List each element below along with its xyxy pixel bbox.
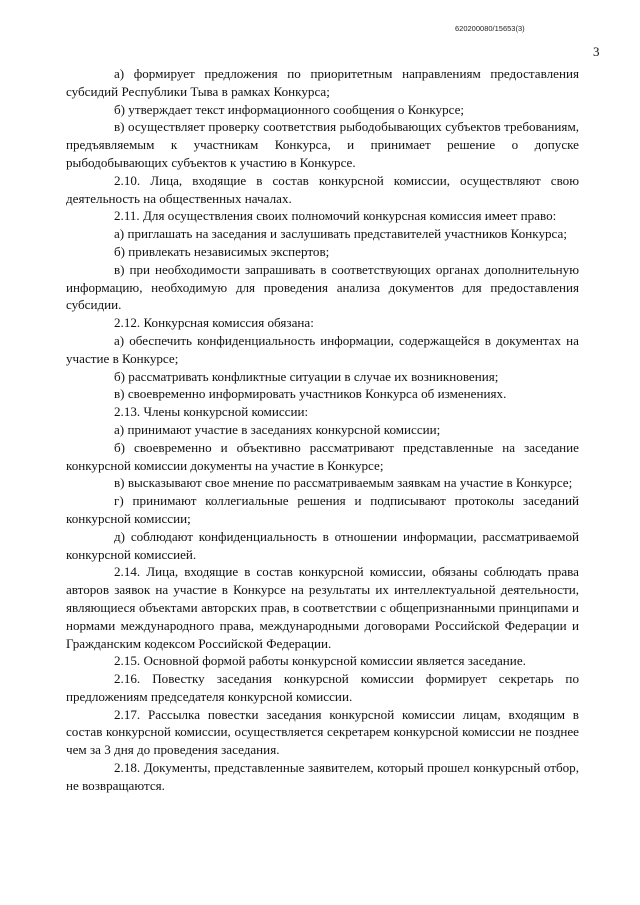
paragraph: 2.12. Конкурсная комиссия обязана:	[114, 315, 314, 331]
paragraph: в) высказывают свое мнение по рассматриваемым заявкам на участие в Конкурсе;	[114, 475, 573, 491]
paragraph: 2.11. Для осуществления своих полномочий конкурсная комиссия имеет право:	[114, 208, 557, 224]
paragraph: г) принимают коллегиальные решения и подписывают протоколы заседаний конкурсной комиссии;	[66, 493, 579, 526]
paragraph: 2.17. Рассылка повестки заседания конкурсной комиссии лицам, входящим в состав конкурсной комиссии, осуществляется секретарем конкурсной комиссии не позднее чем за 3 дня до проведения заседания.	[66, 706, 579, 758]
paragraph: 2.10. Лица, входящие в состав конкурсной комиссии, осуществляют свою деятельность на общественных началах.	[66, 172, 579, 206]
paragraph: а) обеспечить конфиденциальность информации, содержащейся в документах на участие в Конкурсе;	[66, 332, 579, 366]
paragraph: 2.18. Документы, представленные заявителем, который прошел конкурсный отбор, не возвращаются.	[66, 760, 579, 793]
document-id: 620200080/15653(3)	[455, 24, 525, 33]
paragraph: б) рассматривать конфликтные ситуации в случае их возникновения;	[114, 368, 499, 384]
paragraph: в) при необходимости запрашивать в соответствующих органах дополнительную информацию, необходимую для проведения анализа документов для предоставления субсидии.	[66, 261, 579, 313]
page-number: 3	[593, 44, 600, 59]
paragraph: 2.13. Члены конкурсной комиссии:	[114, 404, 309, 420]
paragraph: в) осуществляет проверку соответствия рыбодобывающих субъектов требованиям, предъявляемым к участникам Конкурса, и принимает решение о допуске рыбодобывающих субъектов к участию в Конкурсе.	[66, 119, 579, 170]
paragraph: а) принимают участие в заседаниях конкурсной комиссии;	[114, 421, 441, 437]
paragraph: 2.16. Повестку заседания конкурсной комиссии формирует секретарь по предложениям председателя конкурсной комиссии.	[66, 671, 579, 704]
paragraph: б) своевременно и объективно рассматривают представленные на заседание конкурсной комиссии документы на участие в Конкурсе;	[66, 439, 579, 473]
document-body	[66, 65, 579, 795]
paragraph: д) соблюдают конфиденциальность в отношении информации, рассматриваемой конкурсной комиссией.	[66, 528, 579, 562]
paragraph: б) привлекать независимых экспертов;	[114, 243, 330, 259]
paragraph: 2.14. Лица, входящие в состав конкурсной комиссии, обязаны соблюдать права авторов заявок на участие в Конкурсе на результаты их интеллектуальной деятельности, являющиеся объектами авторских прав, в соответствии с общепризнанными принципами и нормами международного права, международными договорами Российской Федерации и Гражданским кодексом Российской Федерации.	[66, 564, 579, 651]
paragraph: а) формирует предложения по приоритетным направлениям предоставления субсидий Республики Тыва в рамках Конкурса;	[66, 66, 579, 99]
paragraph: а) приглашать на заседания и заслушивать представителей участников Конкурса;	[114, 226, 567, 242]
paragraph: в) своевременно информировать участников Конкурса об изменениях.	[114, 386, 507, 402]
paragraph: б) утверждает текст информационного сообщения о Конкурсе;	[114, 101, 465, 117]
paragraph: 2.15. Основной формой работы конкурсной комиссии является заседание.	[114, 653, 526, 669]
